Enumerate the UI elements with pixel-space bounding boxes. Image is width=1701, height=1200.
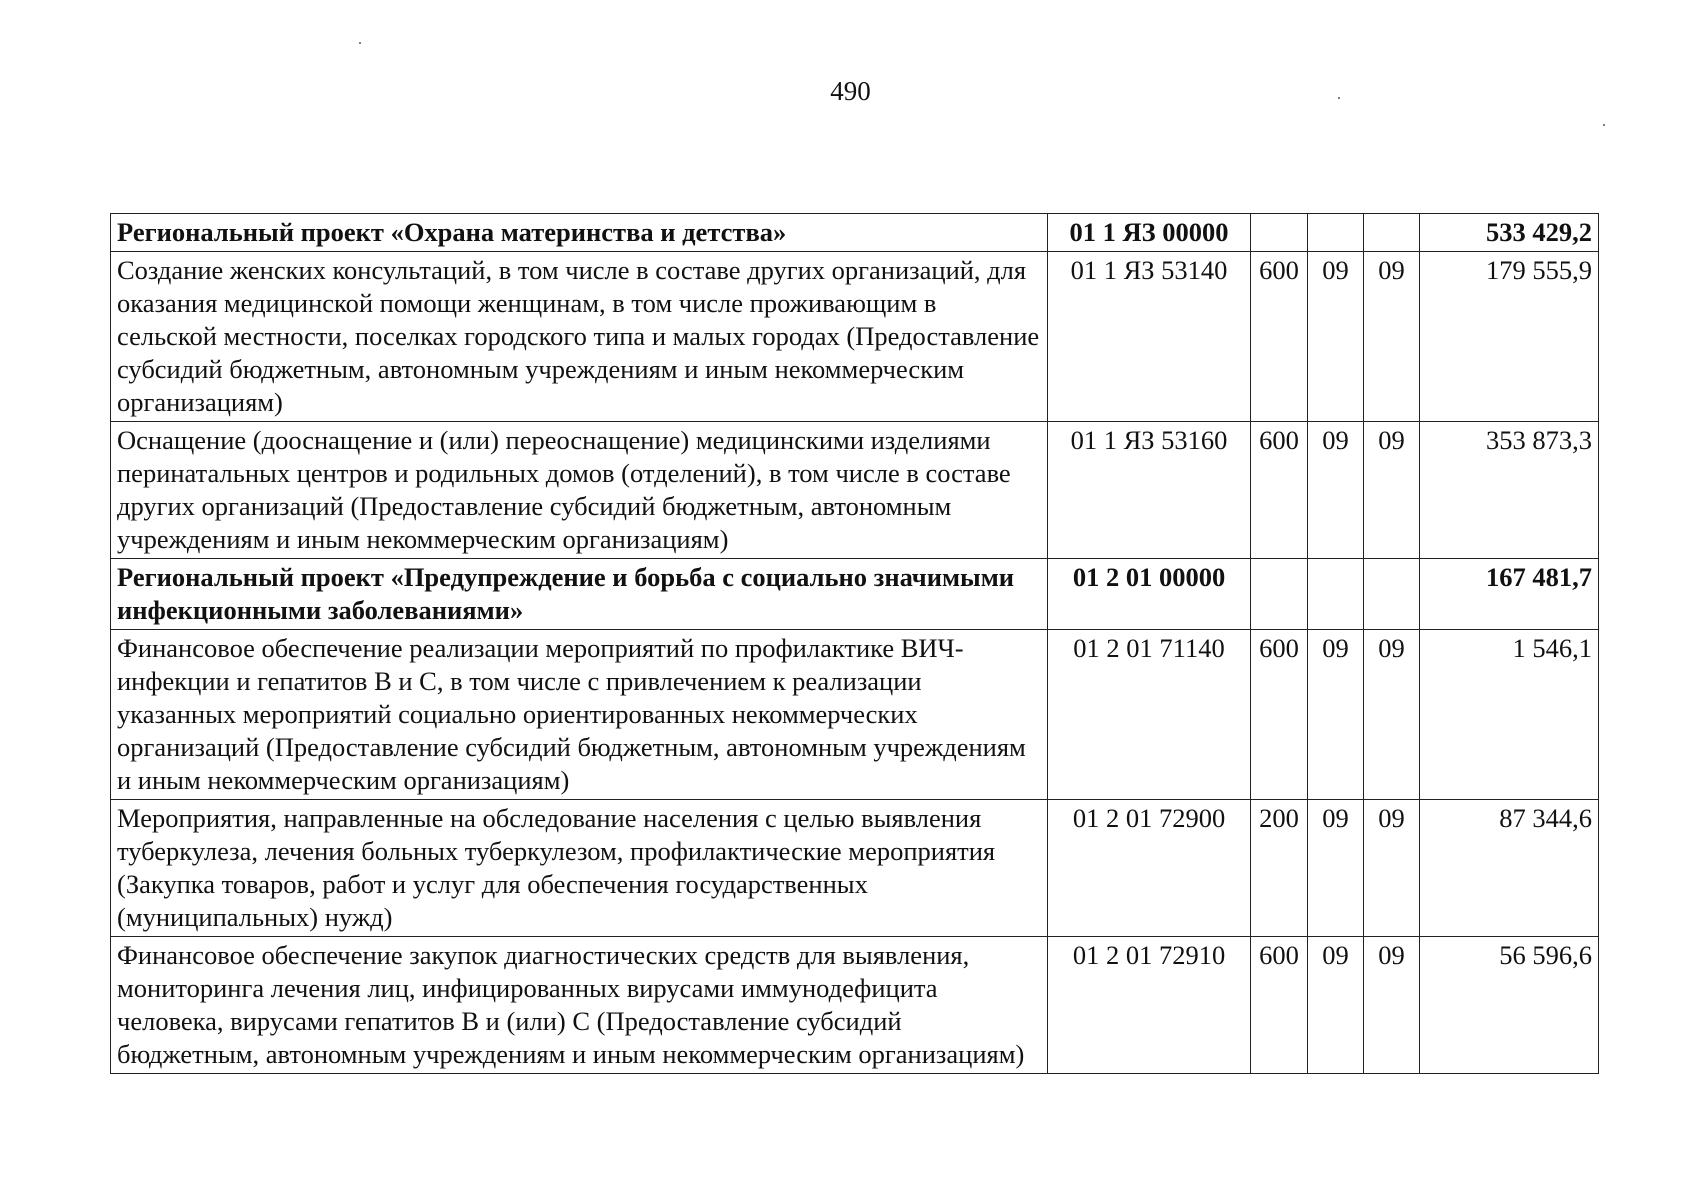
scan-speck-3	[1603, 124, 1605, 126]
row-pr: 09	[1364, 252, 1420, 422]
row-pr	[1364, 559, 1420, 630]
row-amount: 1 546,1	[1420, 630, 1599, 800]
table-row	[111, 630, 1599, 800]
row-name: Мероприятия, направленные на обследование населения с целью выявления туберкулеза, лечения больных туберкулезом, профилактические мероприятия (Закупка товаров, работ и услуг для обеспечения государственных (муниципальных) нужд)	[111, 800, 1048, 937]
row-name: Оснащение (дооснащение и (или) переоснащение) медицинскими изделиями перинатальных центров и родильных домов (отделений), в том числе в составе других организаций (Предоставление субсидий бюджетным, автономным учреждениям и иным некоммерческим организациям)	[111, 422, 1048, 559]
row-pr: 09	[1364, 800, 1420, 937]
row-code: 01 2 01 72900	[1048, 800, 1251, 937]
row-vr: 600	[1251, 252, 1308, 422]
row-amount: 179 555,9	[1420, 252, 1599, 422]
scan-speck-2	[1338, 97, 1340, 99]
row-vr: 600	[1251, 630, 1308, 800]
row-vr	[1251, 214, 1308, 252]
table-row	[111, 422, 1599, 559]
row-rz	[1308, 559, 1364, 630]
row-vr: 600	[1251, 422, 1308, 559]
row-code: 01 1 ЯЗ 53160	[1048, 422, 1251, 559]
row-code: 01 2 01 71140	[1048, 630, 1251, 800]
row-amount: 87 344,6	[1420, 800, 1599, 937]
table-row	[111, 214, 1599, 252]
page-number: 490	[830, 76, 871, 106]
row-name: Региональный проект «Предупреждение и борьба с социально значимыми инфекционными заболеваниями»	[111, 559, 1048, 630]
row-amount: 353 873,3	[1420, 422, 1599, 559]
row-code: 01 1 ЯЗ 00000	[1048, 214, 1251, 252]
row-amount: 167 481,7	[1420, 559, 1599, 630]
row-code: 01 2 01 72910	[1048, 937, 1251, 1074]
row-rz: 09	[1308, 800, 1364, 937]
row-name: Региональный проект «Охрана материнства и детства»	[111, 214, 1048, 252]
row-rz: 09	[1308, 937, 1364, 1074]
row-code: 01 2 01 00000	[1048, 559, 1251, 630]
row-amount: 56 596,6	[1420, 937, 1599, 1074]
row-pr: 09	[1364, 937, 1420, 1074]
row-name: Финансовое обеспечение закупок диагностических средств для выявления, мониторинга лечения лиц, инфицированных вирусами иммунодефицита человека, вирусами гепатитов В и (или) С (Предоставление субсидий бюджетным, автономным учреждениям и иным некоммерческим организациям)	[111, 937, 1048, 1074]
row-vr: 200	[1251, 800, 1308, 937]
scan-speck-1	[359, 42, 361, 44]
row-pr	[1364, 214, 1420, 252]
budget-table	[110, 213, 1599, 1074]
row-code: 01 1 ЯЗ 53140	[1048, 252, 1251, 422]
table-row	[111, 559, 1599, 630]
row-rz: 09	[1308, 422, 1364, 559]
table-row	[111, 937, 1599, 1074]
row-rz: 09	[1308, 252, 1364, 422]
row-pr: 09	[1364, 630, 1420, 800]
row-vr: 600	[1251, 937, 1308, 1074]
row-rz: 09	[1308, 630, 1364, 800]
table-row	[111, 252, 1599, 422]
row-rz	[1308, 214, 1364, 252]
row-amount: 533 429,2	[1420, 214, 1599, 252]
table-row	[111, 800, 1599, 937]
row-vr	[1251, 559, 1308, 630]
row-name: Создание женских консультаций, в том числе в составе других организаций, для оказания медицинской помощи женщинам, в том числе проживающим в сельской местности, поселках городского типа и малых городах (Предоставление субсидий бюджетным, автономным учреждениям и иным некоммерческим организациям)	[111, 252, 1048, 422]
row-name: Финансовое обеспечение реализации мероприятий по профилактике ВИЧ-инфекции и гепатитов В и С, в том числе с привлечением к реализации указанных мероприятий социально ориентированных некоммерческих организаций (Предоставление субсидий бюджетным, автономным учреждениям и иным некоммерческим организациям)	[111, 630, 1048, 800]
row-pr: 09	[1364, 422, 1420, 559]
